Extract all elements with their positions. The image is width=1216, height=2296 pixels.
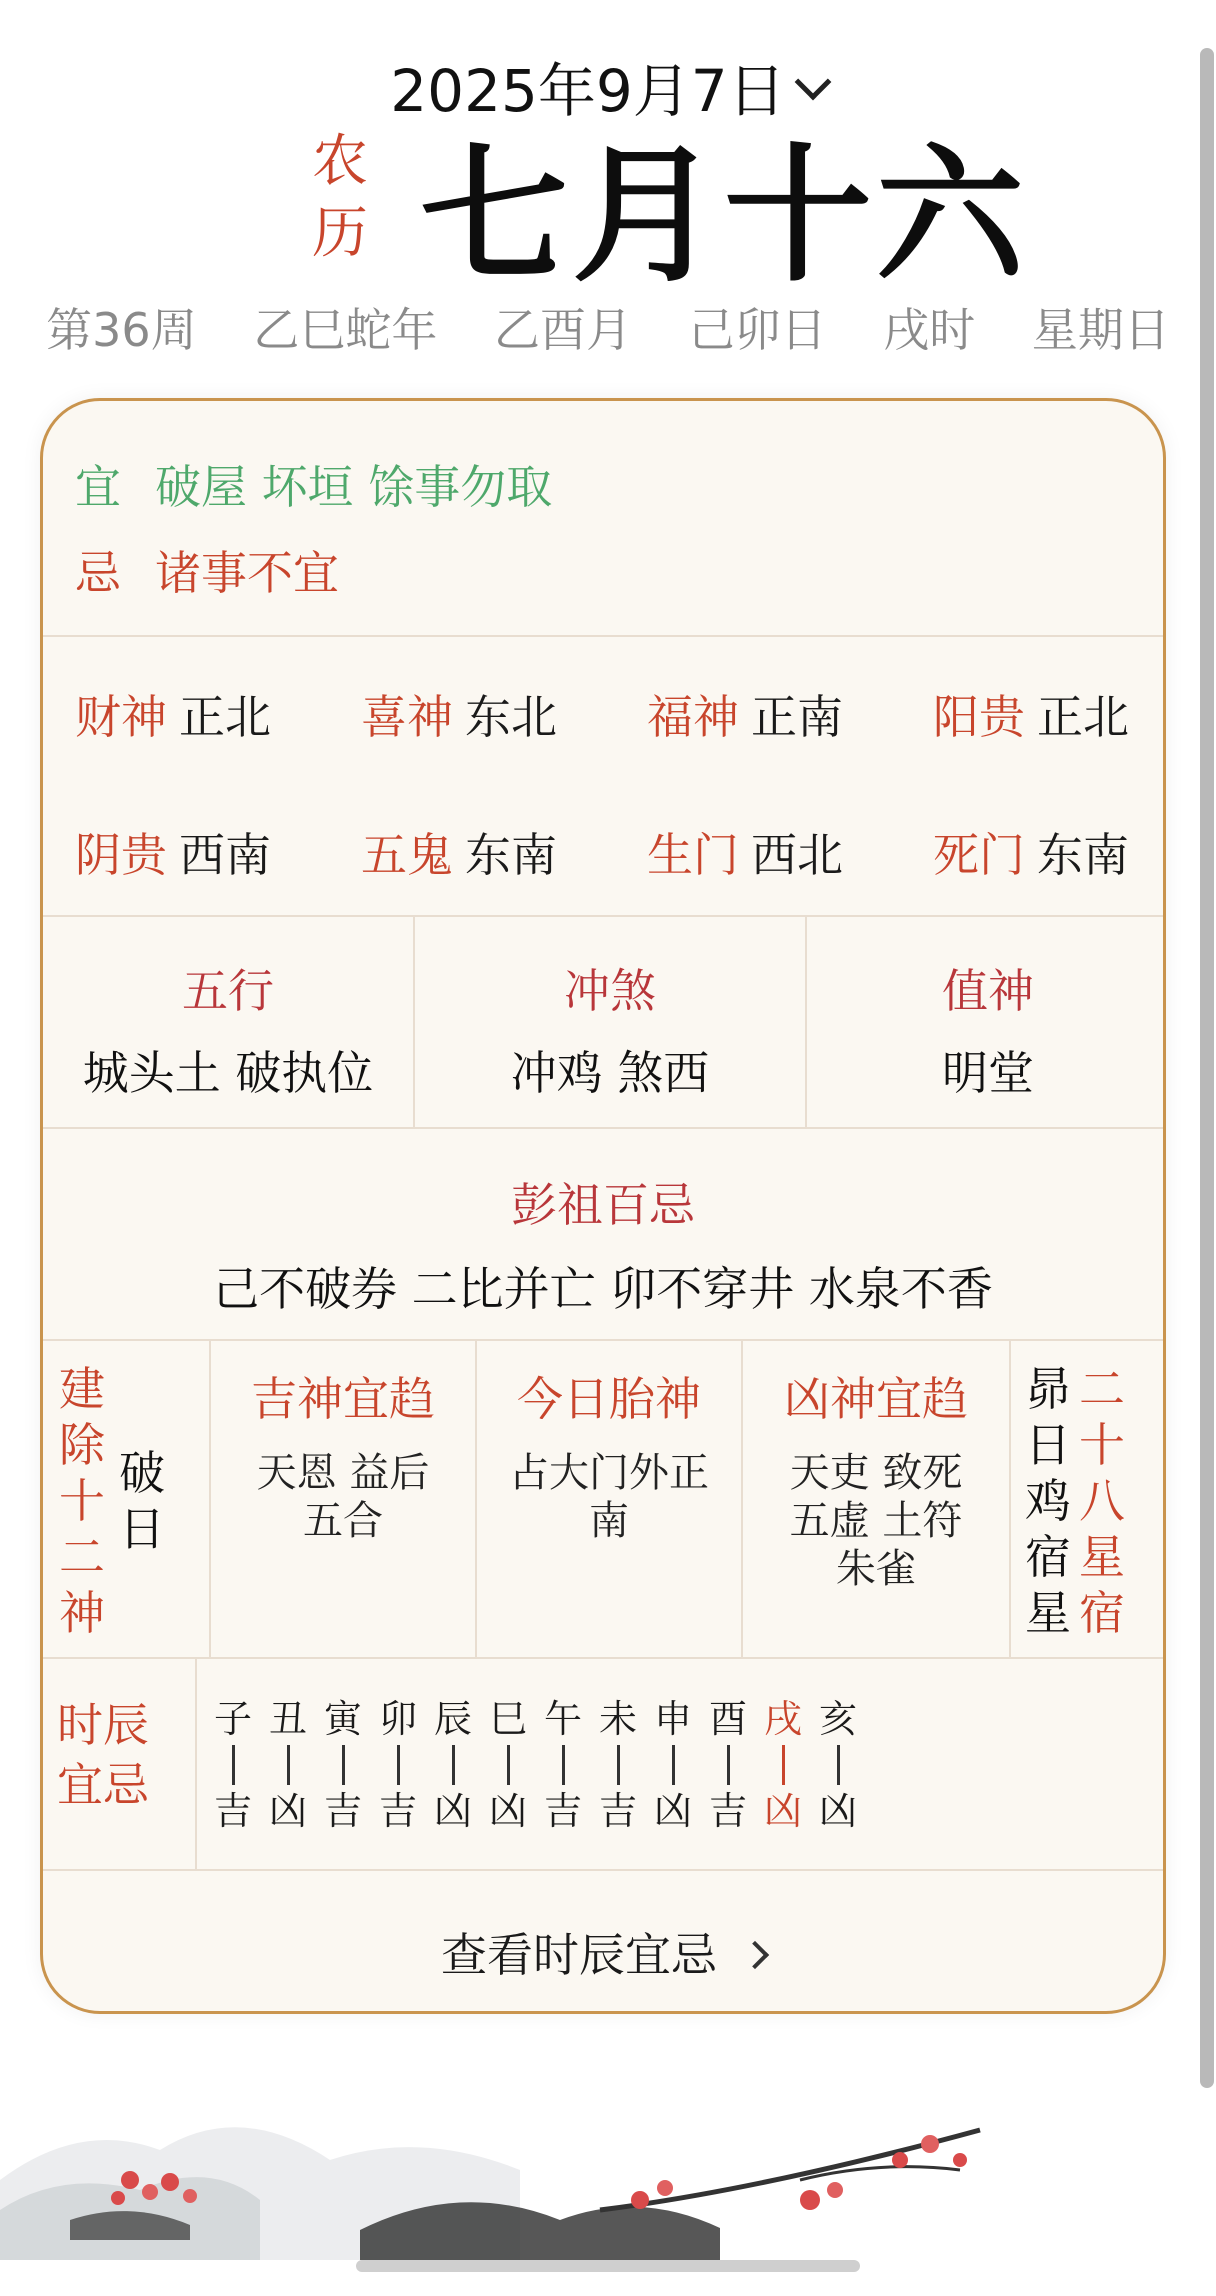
- hour-divider: [562, 1745, 565, 1785]
- month-ganzhi: 乙酉月: [493, 303, 632, 357]
- hour-luck: 凶: [653, 1789, 692, 1833]
- hour-luck: 吉: [323, 1789, 362, 1833]
- shichen-hour-9: [698, 1695, 758, 1835]
- shichen-hour-7: [588, 1695, 648, 1835]
- day-ganzhi: 己卯日: [688, 303, 827, 357]
- shichen-hour-6: [533, 1695, 593, 1835]
- shichen-hour-4: [423, 1695, 483, 1835]
- hour-name: 亥: [818, 1697, 857, 1741]
- hour-name: 申: [653, 1697, 692, 1741]
- shen-item: 福神 正南: [647, 690, 843, 744]
- shichen-label: 时辰 宜忌: [57, 1698, 149, 1812]
- date-text: 2025年9月7日: [390, 57, 786, 125]
- hour-name: 丑: [268, 1697, 307, 1741]
- wuxing-section: [43, 915, 1163, 1127]
- shichen-hour-0: [203, 1695, 263, 1835]
- xiongshen-cell: 凶神宜趋 天吏 致死 五虚 土符 朱雀: [784, 1372, 968, 1592]
- week-number: 第36周: [46, 303, 197, 357]
- pengzu-text: 己不破券 二比并亡 卯不穿井 水泉不香: [213, 1262, 993, 1316]
- hour-luck: 吉: [213, 1789, 252, 1833]
- xingxiu-cell: [1011, 1341, 1166, 1657]
- hour-divider: [507, 1745, 510, 1785]
- chongsha-cell: 冲煞 冲鸡 煞西: [510, 964, 710, 1100]
- jishen-cell: 吉神宜趋 天恩 益后 五合: [251, 1372, 435, 1544]
- xingxiu-label: 二 十 八 星 宿: [1079, 1362, 1125, 1640]
- shen-item: 阳贵 正北: [933, 690, 1129, 744]
- shen-item: 财神 正北: [75, 690, 271, 744]
- hour-name: 巳: [488, 1697, 527, 1741]
- weekday: 星期日: [1031, 303, 1170, 357]
- hour-luck: 凶: [488, 1789, 527, 1833]
- ji-text: 诸事不宜: [155, 546, 339, 600]
- hour-divider: [452, 1745, 455, 1785]
- lunar-label: 农 历: [312, 129, 368, 266]
- hour-divider: [617, 1745, 620, 1785]
- hour-divider: [782, 1745, 785, 1785]
- jianchu-value: 破 日: [119, 1446, 165, 1556]
- shen-item: 阴贵 西南: [75, 828, 271, 882]
- shen-item: 生门 西北: [647, 828, 843, 882]
- ji-row: [75, 537, 339, 603]
- hour-name: 未: [598, 1697, 637, 1741]
- chevron-right-icon: [741, 1941, 769, 1969]
- hour-luck: 吉: [378, 1789, 417, 1833]
- shichen-hour-1: [258, 1695, 318, 1835]
- hour-name: 午: [543, 1697, 582, 1741]
- hour-name: 卯: [378, 1697, 417, 1741]
- hour-divider: [837, 1745, 840, 1785]
- yi-row: [75, 451, 552, 517]
- hour-divider: [342, 1745, 345, 1785]
- view-shichen-label: 查看时辰宜忌: [441, 1928, 717, 1982]
- hour-name: 寅: [323, 1697, 362, 1741]
- ganzhi-info: [0, 294, 1216, 360]
- yiji-section: [43, 401, 1163, 635]
- hour-divider: [672, 1745, 675, 1785]
- jianchu-label: 建 除 十 二 神: [59, 1362, 105, 1640]
- yi-label: 宜: [75, 460, 121, 514]
- gods-section: [43, 1339, 1163, 1657]
- ji-label: 忌: [75, 546, 121, 600]
- hour-luck: 凶: [818, 1789, 857, 1833]
- shichen-section: [43, 1657, 1163, 1869]
- hour-ganzhi: 戌时: [883, 303, 976, 357]
- xingxiu-value: 昴 日 鸡 宿 星: [1025, 1362, 1071, 1640]
- pengzu-section: [43, 1127, 1163, 1339]
- hour-name: 戌: [763, 1697, 802, 1741]
- zhishen-cell: 值神 明堂: [942, 964, 1034, 1100]
- lunar-date: 七月十六: [420, 128, 1028, 302]
- hour-luck: 凶: [433, 1789, 472, 1833]
- shen-item: 五鬼 东南: [361, 828, 557, 882]
- shichen-hour-10: [753, 1695, 813, 1835]
- ink-landscape-decoration: [0, 2060, 1216, 2260]
- hour-divider: [397, 1745, 400, 1785]
- hour-luck: 凶: [268, 1789, 307, 1833]
- shen-item: 喜神 东北: [361, 690, 557, 744]
- shichen-hour-11: [808, 1695, 868, 1835]
- shichen-hour-2: [313, 1695, 373, 1835]
- taishen-cell: 今日胎神 占大门外正 南: [509, 1372, 709, 1544]
- view-shichen-button[interactable]: [43, 1869, 1163, 2014]
- chevron-down-icon: [794, 64, 831, 101]
- shichen-hour-5: [478, 1695, 538, 1835]
- hour-divider: [287, 1745, 290, 1785]
- jianchu-cell: [43, 1341, 209, 1657]
- hour-luck: 凶: [763, 1789, 802, 1833]
- yi-text: 破屋 坏垣 馀事勿取: [155, 460, 553, 514]
- home-indicator[interactable]: [356, 2260, 860, 2272]
- hour-luck: 吉: [598, 1789, 637, 1833]
- hour-name: 酉: [708, 1697, 747, 1741]
- shichen-hour-3: [368, 1695, 428, 1835]
- hour-luck: 吉: [708, 1789, 747, 1833]
- hour-name: 子: [213, 1697, 252, 1741]
- hour-divider: [727, 1745, 730, 1785]
- date-selector[interactable]: [0, 44, 1216, 128]
- hour-divider: [232, 1745, 235, 1785]
- wuxing-cell: 五行 城头土 破执位: [82, 964, 374, 1100]
- shen-item: 死门 东南: [933, 828, 1129, 882]
- shen-directions: [43, 635, 1163, 915]
- pengzu-title: 彭祖百忌: [511, 1178, 695, 1232]
- hour-luck: 吉: [543, 1789, 582, 1833]
- shichen-hour-8: [643, 1695, 703, 1835]
- year-ganzhi: 乙巳蛇年: [253, 303, 438, 357]
- almanac-card: [40, 398, 1166, 2014]
- hour-name: 辰: [433, 1697, 472, 1741]
